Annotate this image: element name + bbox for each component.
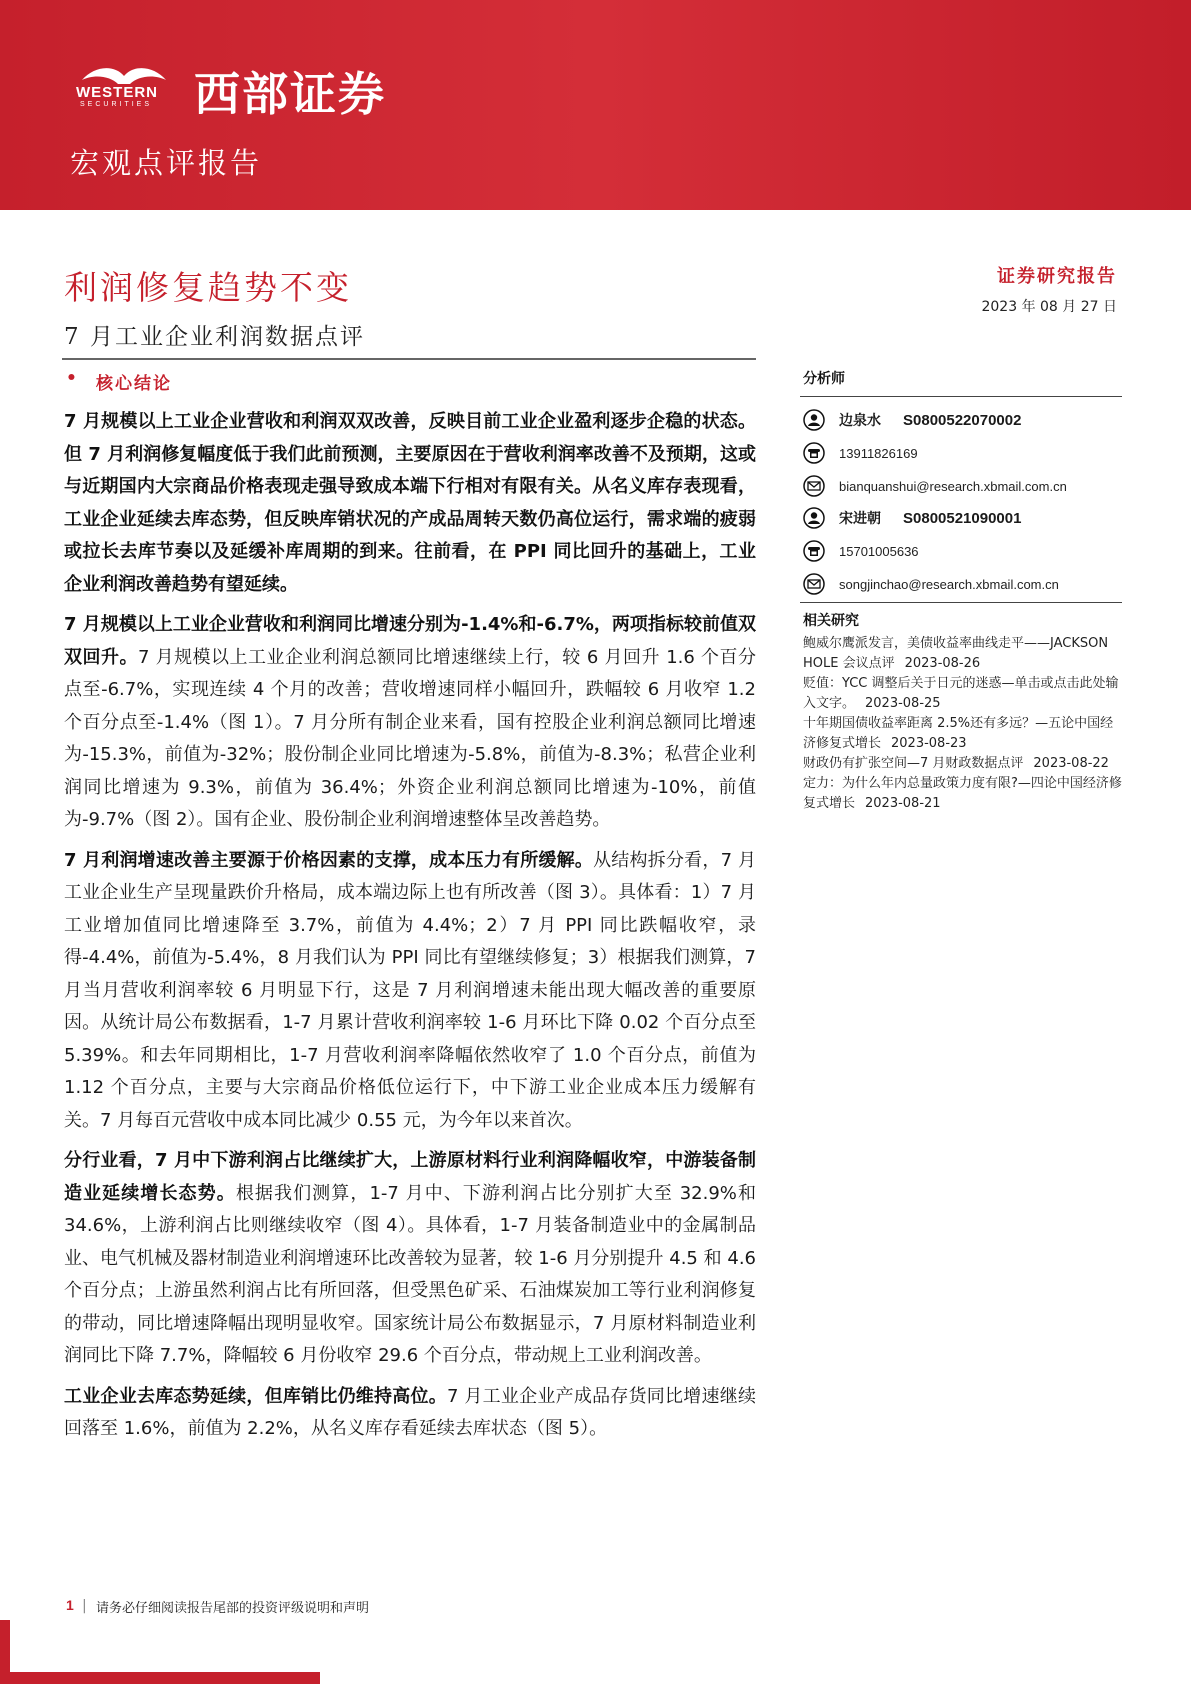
paragraph-industry: 分行业看，7 月中下游利润占比继续扩大，上游原材料行业利润降幅收窄，中游装备制造业延续增长态势。根据我们测算，1-7 月中、下游利润占比分别扩大至 32.9%和 34.6%，上游利润占比则继续收窄（图 4）。具体看，1-7 月装备制造业中的金属制品业、电气机械及器材制造业利润增速环比改善较为显著，较 1-6 月分别提升 4.5 和 4.6 个百分点；上游虽然利润占比有所回落，但受黑色矿采、石油煤炭加工等行业利润修复的带动，同比增速降幅出现明显收窄。国家统计局公布数据显示，7 月原材料制造业利润同比下降 7.7%，降幅较 6 月份收窄 29.6 个百分点，带动规上工业利润改善。: [64, 1150, 756, 1366]
page-title: 利润修复趋势不变: [64, 268, 352, 307]
analyst-2-email-row: [803, 570, 1125, 598]
footer-disclaimer: 请务必仔细阅读报告尾部的投资评级说明和声明: [96, 1601, 370, 1616]
footer-separator: |: [82, 1598, 87, 1614]
analyst-2-row: [803, 504, 1125, 532]
logo-english-sub: SECURITIES: [80, 101, 153, 108]
analyst-1-phone-row: [803, 439, 1125, 467]
related-item[interactable]: 财政仍有扩张空间—7 月财政数据点评 2023-08-22: [803, 756, 1109, 771]
analyst-divider: [800, 396, 1122, 397]
analyst-2-name: 宋进朝: [839, 511, 881, 527]
section-bullet-icon: •: [66, 368, 77, 388]
related-item[interactable]: 鲍威尔鹰派发言，美债收益率曲线走平——JACKSON HOLE 会议点评 2023-08-26: [803, 636, 1109, 671]
header-band: [0, 0, 1191, 210]
paragraph-price-cost: 7 月利润增速改善主要源于价格因素的支撑，成本压力有所缓解。从结构拆分看，7 月工业企业生产呈现量跌价升格局，成本端边际上也有所改善（图 3）。具体看：1）7 月工业增加值同比增速降至 3.7%，前值为 4.4%；2）7 月 PPI 同比跌幅收窄，录得-4.4%，前值为-5.4%，8 月我们认为 PPI 同比有望继续修复；3）根据我们测算，7 月当月营收利润率较 6 月明显下行，这是 7 月利润增速未能出现大幅改善的重要原因。从统计局公布数据看，1-7 月累计营收利润率较 1-6 月环比下降 0.02 个百分点至 5.39%。和去年同期相比，1-7 月营收利润率降幅依然收窄了 1.0 个百分点，前值为 1.12 个百分点，主要与大宗商品价格低位运行下，中下游工业企业成本压力缓解有关。7 月每百元营收中成本同比减少 0.55 元，为今年以来首次。: [64, 849, 756, 1131]
main-body: [64, 406, 756, 1454]
related-item[interactable]: 十年期国债收益率距离 2.5%还有多远？—五论中国经济修复式增长 2023-08-23: [803, 716, 1114, 751]
analyst-1-id: S0800522070002: [903, 411, 1022, 429]
phone-icon: [803, 540, 825, 562]
analyst-1-row: [803, 406, 1125, 434]
phone-icon: [803, 442, 825, 464]
page-subtitle: 7 月工业企业利润数据点评: [64, 324, 365, 350]
paragraph-revenue-profit: 7 月规模以上工业企业营收和利润同比增速分别为-1.4%和-6.7%，两项指标较前值双双回升。7 月规模以上工业企业利润总额同比增速继续上行，较 6 月回升 1.6 个百分点至-6.7%，实现连续 4 个月的改善；营收增速同样小幅回升，跌幅较 6 月收窄 1.2 个百分点至-1.4%（图 1）。7 月分所有制企业来看，国有控股企业利润总额同比增速为-15.3%，前值为-32%；股份制企业同比增速为-5.8%，前值为-8.3%；私营企业利润同比增速为 9.3%，前值为 36.4%；外资企业利润总额同比增速为-10%，前值为-9.7%（图 2）。国有企业、股份制企业利润增速整体呈改善趋势。: [64, 614, 757, 830]
analyst-2-phone: 15701005636: [839, 543, 919, 559]
analyst-1-email-row: [803, 472, 1125, 500]
analyst-1-phone: 13911826169: [839, 445, 918, 461]
report-date: 2023 年 08 月 27 日: [981, 299, 1117, 315]
page-number: 1: [66, 1597, 74, 1613]
person-icon: [803, 409, 825, 431]
report-category: 宏观点评报告: [70, 146, 263, 180]
analyst-2-email[interactable]: songjinchao@research.xbmail.com.cn: [839, 576, 1059, 592]
related-item[interactable]: 贬值：YCC 调整后关于日元的迷惑—单击或点击此处输入文字。 2023-08-25: [803, 676, 1119, 711]
paragraph-inventory: 工业企业去库态势延续，但库销比仍维持高位。7 月工业企业产成品存货同比增速继续回落至 1.6%，前值为 2.2%，从名义库存看延续去库状态（图 5）。: [64, 1385, 756, 1439]
footer-accent-horizontal: [0, 1672, 320, 1684]
related-heading: 相关研究: [803, 613, 859, 629]
section-heading: 核心结论: [96, 374, 172, 394]
analyst-2-id: S0800521090001: [903, 509, 1022, 527]
paragraph-summary: 7 月规模以上工业企业营收和利润双双改善，反映目前工业企业盈利逐步企稳的状态。但 7 月利润修复幅度低于我们此前预测，主要原因在于营收利润率改善不及预期，这或与近期国内大宗商品价格表现走强导致成本端下行相对有限有关。从名义库存表现看，工业企业延续去库态势，但反映库销状况的产成品周转天数仍高位运行，需求端的疲弱或拉长去库节奏以及延缓补库周期的到来。往前看，在 PPI 同比回升的基础上，工业企业利润改善趋势有望延续。: [64, 411, 756, 595]
related-item[interactable]: 定力：为什么年内总量政策力度有限?—四论中国经济修复式增长 2023-08-21: [803, 776, 1122, 811]
analyst-2-phone-row: [803, 537, 1125, 565]
analyst-heading: 分析师: [803, 371, 845, 387]
logo-chinese: 西部证券: [194, 67, 386, 121]
person-icon: [803, 507, 825, 529]
email-icon: [803, 475, 825, 497]
logo-english: WESTERN: [76, 84, 158, 101]
analyst-1-email[interactable]: bianquanshui@research.xbmail.com.cn: [839, 478, 1067, 494]
related-research-list: [803, 634, 1125, 814]
related-divider-top: [800, 602, 1122, 603]
email-icon: [803, 573, 825, 595]
analyst-1-name: 边泉水: [839, 413, 881, 429]
title-divider: [62, 358, 756, 360]
sidebar-report-type: 证券研究报告: [997, 266, 1117, 287]
